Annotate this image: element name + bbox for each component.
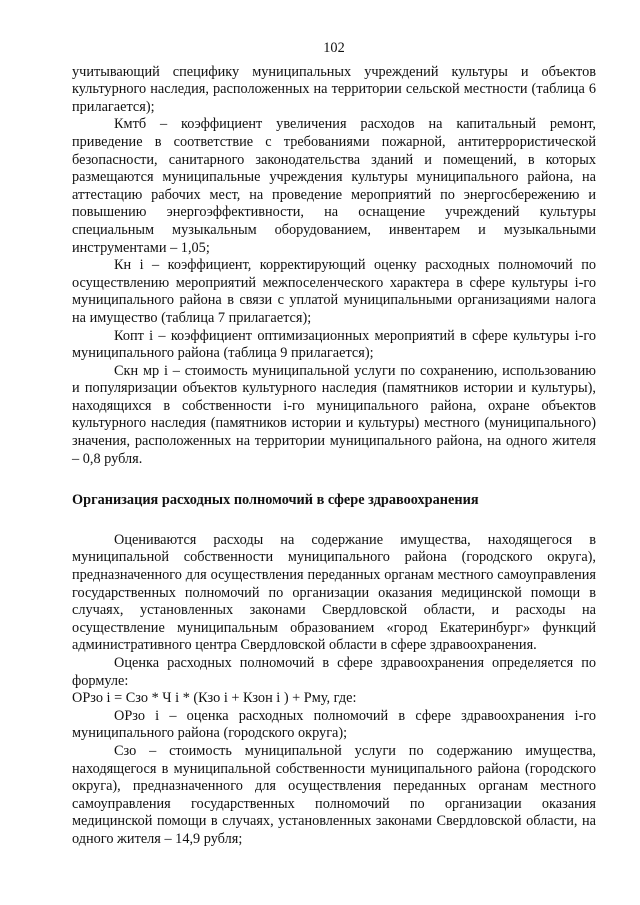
paragraph-kn: Кн i – коэффициент, корректирующий оценку расходных полномочий по осуществлению мероприятий межпоселенческого характера в сфере культуры i-го муниципального района в связи с уплатой муниципальными организациями налога на имущество (таблица 7 прилагается); xyxy=(72,257,596,326)
paragraph-continuation: учитывающий специфику муниципальных учреждений культуры и объектов культурного наследия, расположенных на территории сельской местности (таблица 6 прилагается); xyxy=(72,63,596,115)
formula: ОРзо i = Сзо * Ч i * (Кзо i + Кзон i ) + Рму, где: xyxy=(72,690,357,707)
paragraph-szo: Сзо – стоимость муниципальной услуги по содержанию имущества, находящегося в муниципальной собственности муниципального района (городского округа), предназначенного для осуществления переданных органам местного самоуправления государственных полномочий по организации оказания медицинской помощи в случаях, установленных законами Свердловской области, на одного жителя – 14,9 рубля; xyxy=(72,742,596,847)
paragraph-formula-intro: Оценка расходных полномочий в сфере здравоохранения определяется по формуле: xyxy=(72,655,596,689)
page-number: 102 xyxy=(323,40,345,56)
paragraph-skn: Скн мр i – стоимость муниципальной услуги по сохранению, использованию и популяризации объектов культурного наследия (памятников истории и культуры), находящихся в собственности i-го муниципального района, охране объектов культурного наследия (памятников истории и культуры) местного (муниципального) значения, расположенных на территории муниципального района, на одного жителя – 0,8 рубля. xyxy=(72,362,596,467)
paragraph-kopt: Копт i – коэффициент оптимизационных мероприятий в сфере культуры i-го муниципального района (таблица 9 прилагается); xyxy=(72,327,596,362)
paragraph-orzo: ОРзо i – оценка расходных полномочий в сфере здравоохранения i-го муниципального района (городского округа); xyxy=(72,707,596,742)
section-heading: Организация расходных полномочий в сфере здравоохранения xyxy=(72,492,479,509)
paragraph-assessment: Оцениваются расходы на содержание имущества, находящегося в муниципальной собственности муниципального района (городского округа), предназначенного для осуществления переданных органам местного самоуправления государственных полномочий по организации оказания медицинской помощи в случаях, установленных законами Свердловской области, и расходы на осуществление муниципальным образованием «город Екатеринбург» функций административного центра Свердловской области в сфере здравоохранения. xyxy=(72,531,596,654)
paragraph-kmtb: Кмтб – коэффициент увеличения расходов на капитальный ремонт, приведение в соответствие с требованиями пожарной, антитеррористической безопасности, санитарного законодательства зданий и помещений, в которых размещаются муниципальные учреждения культуры муниципального района, на аттестацию рабочих мест, на проведение мероприятий по энергосбережению и повышению энергоэффективности, на оснащение учреждений культуры специальным музыкальным оборудованием, инвентарем и музыкальными инструментами – 1,05; xyxy=(72,116,596,256)
